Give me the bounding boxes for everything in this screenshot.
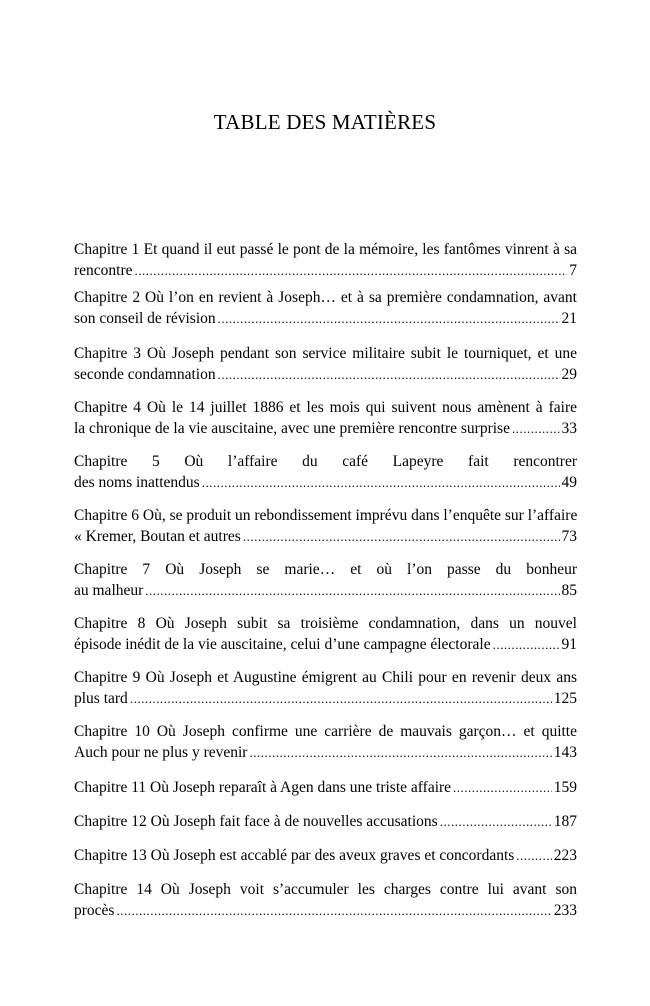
toc-entry-text: Auch pour ne plus y revenir (74, 744, 248, 761)
toc-entry-last-line (74, 364, 577, 385)
toc-entry-last-line (74, 526, 577, 547)
toc-entry-last-line (74, 900, 577, 921)
page-title: TABLE DES MATIÈRES (213, 110, 437, 134)
dot-leader (512, 418, 560, 439)
page-number: 73 (561, 528, 577, 545)
page-number: 125 (553, 690, 577, 707)
toc-entry-text: épisode inédit de la vie auscitaine, celui d’une campagne électorale (74, 636, 491, 653)
toc-entry (74, 239, 577, 281)
toc-entry-last-line (74, 742, 577, 763)
toc-entry-last-line (74, 634, 577, 655)
toc-entry (74, 343, 577, 385)
toc-entry (74, 845, 577, 866)
toc-entry-text: Chapitre 3 Où Joseph pendant son service militaire subit le tourniquet, et une (74, 345, 577, 362)
page-number: 233 (553, 902, 577, 919)
toc-entry-text: procès (74, 902, 115, 919)
toc-entry-text: des noms inattendus (74, 474, 200, 491)
toc-entry-text: Chapitre 7 Où Joseph se marie… et où l’on passe du bonheur (74, 561, 577, 578)
toc-entry-last-line (74, 811, 577, 832)
dot-leader (516, 845, 551, 866)
page-number: 159 (553, 779, 577, 796)
toc-entry (74, 879, 577, 921)
toc-entry-text: Chapitre 13 Où Joseph est accablé par des aveux graves et concordants (74, 847, 515, 864)
page-number: 223 (553, 847, 577, 864)
dot-leader (249, 742, 551, 763)
page-number: 29 (561, 366, 577, 383)
dot-leader (440, 811, 552, 832)
toc-entry-text: la chronique de la vie auscitaine, avec une première rencontre surprise (74, 420, 510, 437)
toc-entry-text: Chapitre 10 Où Joseph confirme une carrière de mauvais garçon… et quitte (74, 723, 577, 740)
toc-entry-last-line (74, 308, 577, 329)
toc-entry-text: Chapitre 11 Où Joseph reparaît à Agen dans une triste affaire (74, 779, 452, 796)
toc-entry (74, 777, 577, 798)
toc-entry-text: Chapitre 12 Où Joseph fait face à de nouvelles accusations (74, 813, 438, 830)
page-number: 49 (561, 474, 577, 491)
page-number: 143 (553, 744, 577, 761)
toc-entry (74, 397, 577, 439)
toc-entry (74, 721, 577, 763)
toc-entry-text: Chapitre 4 Où le 14 juillet 1886 et les mois qui suivent nous amènent à faire (74, 399, 577, 416)
toc-entry-last-line (74, 418, 577, 439)
toc-entry-last-line (74, 580, 577, 601)
toc-entry-last-line (74, 472, 577, 493)
dot-leader (135, 260, 568, 281)
dot-leader (243, 526, 560, 547)
toc-entry-text: Chapitre 2 Où l’on en revient à Joseph… et à sa première condamnation, avant (74, 289, 577, 306)
toc-entry (74, 667, 577, 709)
dot-leader (202, 472, 560, 493)
page-number: 91 (561, 636, 577, 653)
toc-entry-text: Chapitre 5 Où l’affaire du café Lapeyre fait rencontrer (74, 453, 577, 470)
dot-leader (116, 900, 551, 921)
dot-leader (493, 634, 560, 655)
toc-entry-text: seconde condamnation (74, 366, 216, 383)
toc-entry (74, 287, 577, 329)
toc-entry-last-line (74, 777, 577, 798)
toc-entry-text: Chapitre 8 Où Joseph subit sa troisième condamnation, dans un nouvel (74, 615, 577, 632)
toc-entry-last-line (74, 688, 577, 709)
toc-entry (74, 559, 577, 601)
page-number: 85 (561, 582, 577, 599)
toc-entry-text: son conseil de révision (74, 310, 216, 327)
page-number: 21 (561, 310, 577, 327)
toc-entry-text: plus tard (74, 690, 128, 707)
toc-entry-text: au malheur (74, 582, 144, 599)
toc-entry-text: Chapitre 9 Où Joseph et Augustine émigrent au Chili pour en revenir deux ans (74, 669, 577, 686)
page-number: 33 (561, 420, 577, 437)
toc-entry (74, 505, 577, 547)
toc-entry-text: Chapitre 14 Où Joseph voit s’accumuler les charges contre lui avant son (74, 881, 577, 898)
toc-entry (74, 613, 577, 655)
toc-entry-text: rencontre (74, 262, 133, 279)
dot-leader (145, 580, 559, 601)
page-number: 187 (553, 813, 577, 830)
toc-entry-last-line (74, 845, 577, 866)
dot-leader (218, 364, 560, 385)
toc-entry (74, 811, 577, 832)
toc-entry-text: Chapitre 6 Où, se produit un rebondissement imprévu dans l’enquête sur l’affaire (74, 507, 577, 524)
dot-leader (218, 308, 560, 329)
toc-entry-text: Chapitre 1 Et quand il eut passé le pont de la mémoire, les fantômes vinrent à sa (74, 241, 577, 258)
page-number: 7 (569, 262, 577, 279)
dot-leader (453, 777, 552, 798)
toc-entry-last-line (74, 260, 577, 281)
dot-leader (130, 688, 552, 709)
toc-entry (74, 451, 577, 493)
toc-entry-text: « Kremer, Boutan et autres (74, 528, 241, 545)
table-of-contents (74, 239, 577, 919)
